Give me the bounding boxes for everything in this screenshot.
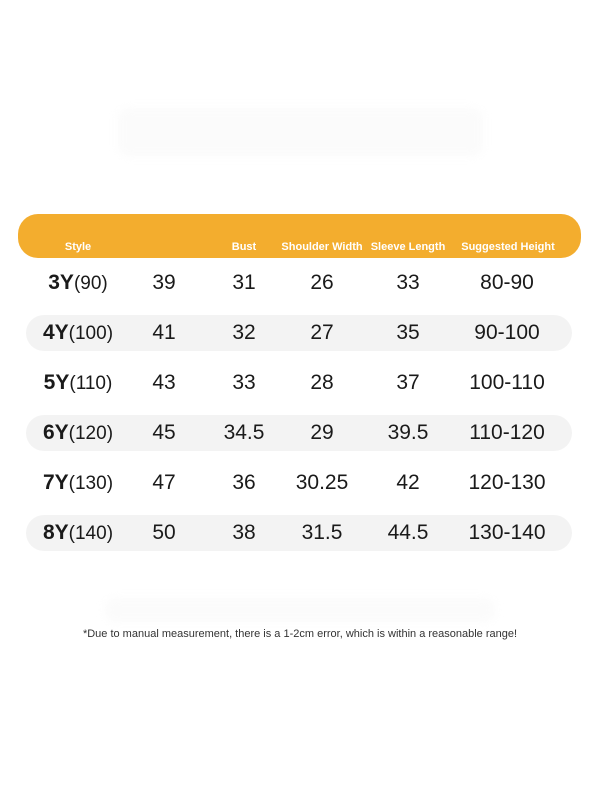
col1-cell: 47 xyxy=(152,471,176,494)
header-suggested-height: Suggested Height xyxy=(461,241,555,253)
height-cell: 80-90 xyxy=(480,271,534,294)
height-cell: 100-110 xyxy=(469,371,545,394)
height-cell: 90-100 xyxy=(474,321,540,344)
sleeve-cell: 35 xyxy=(396,321,420,344)
sleeve-cell: 37 xyxy=(396,371,420,394)
header-bust: Bust xyxy=(231,241,257,253)
bust-cell: 38 xyxy=(232,521,256,544)
bust-cell: 33 xyxy=(232,371,256,394)
style-cell: 5Y(110) xyxy=(43,371,113,394)
table-row xyxy=(26,465,572,501)
shoulder-cell: 31.5 xyxy=(301,521,343,544)
table-row xyxy=(26,365,572,401)
header-style: Style xyxy=(64,241,92,253)
col1-cell: 41 xyxy=(152,321,176,344)
sleeve-cell: 44.5 xyxy=(387,521,429,544)
bust-cell: 31 xyxy=(232,271,256,294)
table-row xyxy=(26,265,572,301)
bust-cell: 34.5 xyxy=(223,421,265,444)
shoulder-cell: 26 xyxy=(310,271,334,294)
sleeve-cell: 39.5 xyxy=(387,421,429,444)
col1-cell: 50 xyxy=(152,521,176,544)
height-cell: 130-140 xyxy=(468,521,546,544)
measurement-note: *Due to manual measurement, there is a 1-2cm error, which is within a reasonable range! xyxy=(82,628,518,640)
blurred-title-band xyxy=(118,108,483,156)
sleeve-cell: 42 xyxy=(396,471,420,494)
style-cell: 3Y(90) xyxy=(48,271,108,294)
height-cell: 120-130 xyxy=(468,471,546,494)
style-cell: 6Y(120) xyxy=(42,421,114,444)
style-cell: 8Y(140) xyxy=(42,521,114,544)
header-shoulder-width: Shoulder Width xyxy=(281,241,363,253)
shoulder-cell: 30.25 xyxy=(295,471,349,494)
table-row xyxy=(26,315,572,351)
blurred-footer-band xyxy=(105,598,495,622)
col1-cell: 43 xyxy=(152,371,176,394)
header-sleeve-length: Sleeve Length xyxy=(370,241,446,253)
sleeve-cell: 33 xyxy=(396,271,420,294)
bust-cell: 36 xyxy=(232,471,256,494)
style-cell: 7Y(130) xyxy=(42,471,114,494)
shoulder-cell: 28 xyxy=(310,371,334,394)
shoulder-cell: 27 xyxy=(310,321,334,344)
size-table xyxy=(26,265,572,565)
style-cell: 4Y(100) xyxy=(42,321,114,344)
table-row xyxy=(26,415,572,451)
col1-cell: 45 xyxy=(152,421,176,444)
table-header xyxy=(18,214,581,258)
col1-cell: 39 xyxy=(152,271,176,294)
bust-cell: 32 xyxy=(232,321,256,344)
height-cell: 110-120 xyxy=(469,421,545,444)
shoulder-cell: 29 xyxy=(310,421,334,444)
table-row xyxy=(26,515,572,551)
